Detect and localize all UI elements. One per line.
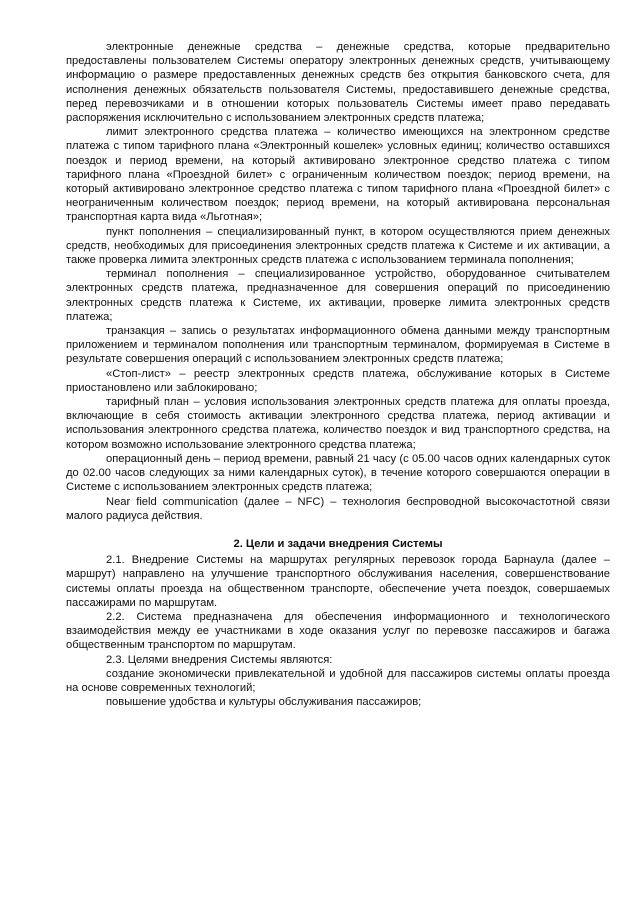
clause-2-3: 2.3. Целями внедрения Системы являются: [106,653,333,666]
definition-top-up-terminal: терминал пополнения – специализированное устройство, оборудованное считывателем электронных средств платежа, предназначенное для совершения операций по присоединению электронных средств платежа к Системе, их активации, проверке лимита электронных средств платежа; [66,268,610,323]
clause-2-2: 2.2. Система предназначена для обеспечения информационного и технологического взаимодействия между ее участниками в ходе оказания услуг по перевозке пассажиров и багажа общественным транспортом по маршрутам. [66,610,610,652]
definition-transaction: транзакция – запись о результатах информационного обмена данными между транспортным приложением и терминалом пополнения или транспортным терминалом, формируемая в Системе в результате совершения операций с использованием электронных средств платежа; [66,325,610,366]
goal-item: создание экономически привлекательной и удобной для пассажиров системы оплаты проезда на основе современных технологий; [66,667,610,694]
definition-stop-list: «Стоп-лист» – реестр электронных средств платежа, обслуживание которых в Системе приостановлено или заблокировано; [66,367,610,394]
definition-payment-limit: лимит электронного средства платежа – количество имеющихся на электронном средстве платежа с типом тарифного плана «Электронный кошелек» условных единиц; количество оставшихся поездок и период времени, на который активировано электронное средство платежа с типом тарифного плана «Проездной билет» с ограниченным количеством поездок; период времени, на который активировано электронное средство платежа с типом тарифного плана «Проездной билет» с неограниченным количеством поездок; период времени, на который активирована персональная транспортная карта вида «Льготная»; [66,126,610,224]
definition-tariff-plan: тарифный план – условия использования электронных средств платежа для оплаты проезда, включающие в себя стоимость активации электронного средства платежа, период активации и использования электронного средства платежа, количество поездок и вид транспортного средства, на котором возможно использование электронного средства платежа; [66,396,610,451]
definition-electronic-money: электронные денежные средства – денежные средства, которые предварительно предоставлены пользователем Системы оператору электронных денежных средств, учитывающему информацию о размере предоставленных денежных средств без открытия банковского счета, для исполнения денежных обязательств пользователя Системы, предоставившего денежные средства, перед перевозчиками и в отношении которых пользователь Системы имеет право передавать распоряжения исключительно с использованием электронных средств платежа; [66,41,610,125]
clause-2-1: 2.1. Внедрение Системы на маршрутах регулярных перевозок города Барнаула (далее – маршрут) направлено на улучшение транспортного обслуживания населения, совершенствование системы оплаты проезда на общественном транспорте, обеспечение учета поездок, совершаемых пассажирами по маршрутам. [66,554,610,609]
section-heading: 2. Цели и задачи внедрения Системы [233,537,443,550]
definition-nfc: Near field communication (далее – NFC) – технология беспроводной высокочастотной связи малого радиуса действия. [66,495,610,522]
goal-item: повышение удобства и культуры обслуживания пассажиров; [106,696,422,709]
document-page [66,40,610,709]
definition-operational-day: операционный день – период времени, равный 21 часу (с 05.00 часов одних календарных суток до 02.00 часов следующих за ними календарных суток), в течение которого совершаются операции в Системе с использованием электронных средств платежа; [66,452,610,494]
definition-top-up-point: пункт пополнения – специализированный пункт, в котором осуществляются прием денежных средств, необходимых для присоединения электронных средств платежа к Системе и их активации, а также проверка лимита электронных средств платежа с использованием терминала пополнения; [66,225,610,267]
